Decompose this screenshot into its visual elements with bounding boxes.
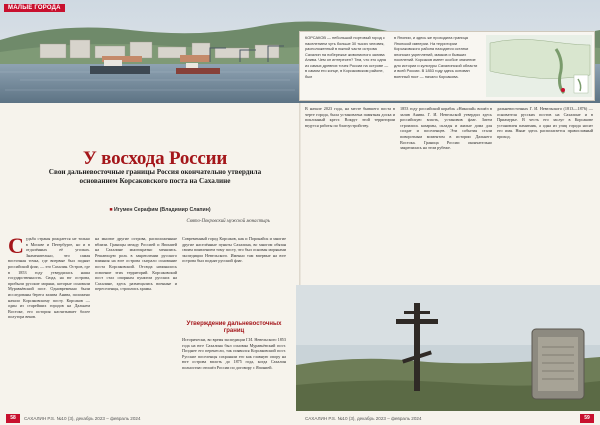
memorial-cross-image xyxy=(296,285,600,411)
footer-right-text: САХАЛИН Р.S. №10 (3), декабрь 2023 – февраль 2024 xyxy=(305,416,422,421)
section-tag: МАЛЫЕ ГОРОДА xyxy=(4,4,65,12)
body-column-5: 1853 году российский корабль «Николай» вошёл в залив Анива. Г. И. Невельской утвердил здесь российскую власть, установив флаг. Затем строились казармы, склады и жилые дома для солдат и поселенцев. Эти события стали поворотным моментом в истории Дальнего Востока. Граница России окончательно закрепилась на этом рубеже. xyxy=(400,106,492,151)
footer-left-text: САХАЛИН Р.S. №10 (3), декабрь 2023 – февраль 2024 xyxy=(24,416,141,421)
body-text-1: удьба страны рождается не только в Москве и Петербурге, но и в отдалённых её уголках. Знаменательно, что самая восточная точка, где впервые был поднят российский флаг, — это Сахалин. Остров, где в 1853 году утвердилась наша государственность. Сюда, на юг острова, прибыли русские моряки, которые основали Муравьёвский пост. Одновременно были исследованы берега залива Анива, положено начало Корсаковскому посту. Корсаков — один из старейших городов на Дальнем Востоке, его история насчитывает более полутора веков. xyxy=(8,236,90,320)
body-column-4: В начале 2023 года, на месте бывшего поста в черте города, была установлена памятная доска и поклонный крест. Вокруг этой территории ведутся работы по благоустройству. xyxy=(305,106,395,128)
body-column-2: на многие другие острова, расположенные вблизи. Границы между Россией и Японией на Сахалине многократно менялись. Решающую роль в закреплении русского влияния на юге острова сыграло основание поста Корсаковский. Отсюда начиналось освоение этих территорий. Корсаковский пост стал опорным пунктом русских на Сахалине, здесь размещались военные и переселенцы, строились храмы. xyxy=(95,236,177,292)
drop-cap: С xyxy=(8,236,24,258)
region-map-image xyxy=(486,35,592,97)
footer-left xyxy=(0,411,300,425)
body-column-3: Современный город Корсаков, как и Поронайск и многие другие населённые пункты Сахалина, во многом обязан своим появлением тому посту, что был основан моряками экспедиции Невельского. Именно там впервые на юге острова был поднят русский флаг. xyxy=(182,236,286,264)
article-subtitle: Свои дальневосточные границы Россия окончательно утвердила основанием Корсаковского поста на Сахалине xyxy=(48,168,262,185)
article-author xyxy=(60,207,260,213)
info-box-text-1: КОРСАКОВ — небольшой портовый город с населением чуть больше 30 тысяч человек, расположенный в южной части острова Сахалин на побережье живописного залива Анива. Чем он интересен? Тем, что это одна из самых древних точек России на острове — в самом его конце, в Корсаковском районе, был xyxy=(305,35,389,79)
author-name: Игумен Серафим (Владимир Слапин) xyxy=(114,207,211,213)
info-box xyxy=(299,31,595,101)
section-subhead: Утверждение дальневосточных границ xyxy=(186,321,282,334)
author-affiliation: Свято-Покровский мужской монастырь xyxy=(186,219,270,224)
author-mark-icon: ■ xyxy=(109,207,114,213)
body-column-3b: Исторически, во время экспедиции Г.И. Невельского 1853 года на юге Сахалина был основан Муравьёвский пост. Позднее его перенесли, так появился Корсаковский пост. Русские поселенцы сохраняли его как главную опору на юге острова вплоть до 1875 года, когда Сахалин полностью отошёл России по договору с Японией. xyxy=(182,337,286,370)
page-number-right: 59 xyxy=(580,414,594,423)
page-number-left: 58 xyxy=(6,414,20,423)
body-column-1 xyxy=(8,236,90,404)
body-column-6: дальневосточных Г. И. Невельского (1813—1876) — основателя русских постов на Сахалине и в Приамурье. В честь его заслуг в Корсакове установлен памятник, а одна из улиц города носит его имя. Ныне здесь располагается православный приход. xyxy=(497,106,593,139)
memorial-cross-photo xyxy=(296,285,600,411)
article-title: У восхода России xyxy=(82,148,228,169)
info-box-text-2: в Японии, и здесь же проходила граница Японской империи. На территории Корсаковского района находятся остатки японских укреплений, маяков и бывших поселений. Корсаков имеет особое значение для истории и культуры Сахалинской области и всей России. В 1853 году здесь основан военный пост — начало Корсакова. xyxy=(394,35,478,79)
footer-right xyxy=(300,411,600,425)
